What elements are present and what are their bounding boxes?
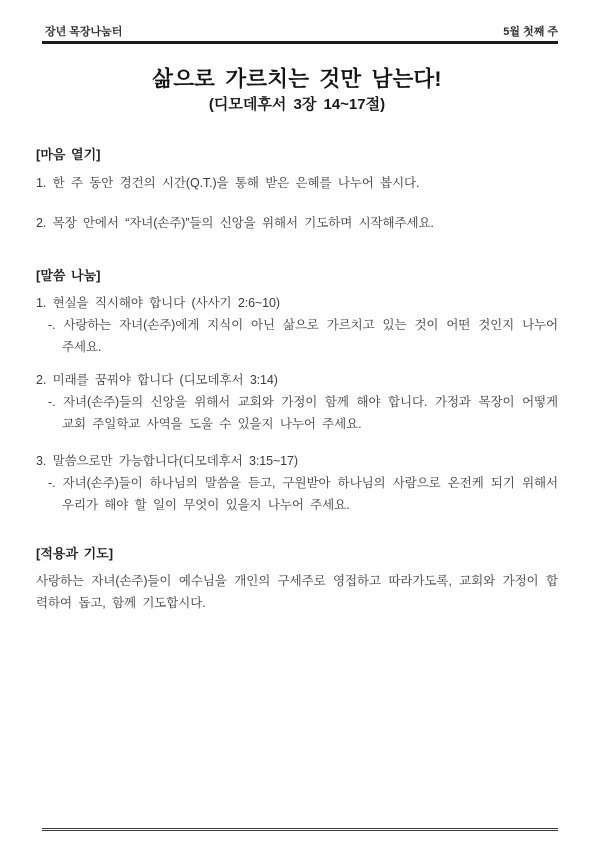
sharing-point-2 bbox=[36, 369, 558, 435]
sharing-point-1 bbox=[36, 292, 558, 358]
point-title-row bbox=[36, 450, 558, 472]
point-detail-row bbox=[48, 391, 558, 435]
application-body: 사랑하는 자녀(손주)들이 예수님을 개인의 구세주로 영접하고 따라가도록, 교회와 가정이 합력하여 돕고, 함께 기도합시다. bbox=[36, 574, 558, 610]
point-detail: 자녀(손주)들이 하나님의 말씀을 듣고, 구원받아 하나님의 사람으로 온전케 되기 위해서 우리가 해야 할 일이 무엇이 있을지 나누어 주세요. bbox=[62, 476, 559, 512]
point-title-row bbox=[36, 292, 558, 314]
item-text: 목장 안에서 “자녀(손주)”들의 신앙을 위해서 기도하며 시작해주세요. bbox=[52, 216, 434, 230]
point-detail: 사랑하는 자녀(손주)에게 지식이 아닌 삶으로 가르치고 있는 것이 어떤 것인지 나누어 주세요. bbox=[62, 318, 558, 354]
opening-item-1 bbox=[36, 172, 558, 194]
header-left-label: 장년 목장나눔터 bbox=[45, 26, 123, 38]
section-heading-application: [적용과 기도] bbox=[36, 546, 114, 561]
point-title-row bbox=[36, 369, 558, 391]
header-rule bbox=[42, 41, 558, 44]
item-number: 3. bbox=[36, 454, 47, 468]
item-text: 한 주 동안 경건의 시간(Q.T.)을 통해 받은 은혜를 나누어 봅시다. bbox=[52, 176, 420, 190]
section-heading-sharing: [말씀 나눔] bbox=[36, 268, 101, 283]
point-title: 미래를 꿈꿔야 합니다 (디모데후서 3:14) bbox=[52, 373, 278, 387]
dash-marker: -. bbox=[48, 395, 56, 409]
item-number: 1. bbox=[36, 176, 47, 190]
document-scripture-reference: (디모데후서 3장 14~17절) bbox=[208, 96, 386, 113]
section-heading-opening: [마음 열기] bbox=[36, 147, 101, 162]
document-title: 삶으로 가르치는 것만 남는다! bbox=[152, 67, 442, 91]
item-number: 2. bbox=[36, 373, 47, 387]
point-detail: 자녀(손주)들의 신앙을 위해서 교회와 가정이 함께 해야 합니다. 가정과 목장이 어떻게 교회 주일학교 사역을 도울 수 있을지 나누어 주세요. bbox=[62, 395, 558, 431]
footer-rule bbox=[42, 828, 558, 831]
sharing-point-3 bbox=[36, 450, 558, 516]
header-right-label: 5월 첫째 주 bbox=[503, 26, 558, 38]
opening-item-2 bbox=[36, 212, 558, 234]
point-title: 말씀으로만 가능합니다(디모데후서 3:15~17) bbox=[52, 454, 298, 468]
item-number: 1. bbox=[36, 296, 47, 310]
dash-marker: -. bbox=[48, 318, 56, 332]
item-number: 2. bbox=[36, 216, 47, 230]
point-detail-row bbox=[48, 472, 558, 516]
point-detail-row bbox=[48, 314, 558, 358]
page-header bbox=[36, 26, 558, 39]
dash-marker: -. bbox=[48, 476, 56, 490]
point-title: 현실을 직시해야 합니다 (사사기 2:6~10) bbox=[52, 296, 280, 310]
